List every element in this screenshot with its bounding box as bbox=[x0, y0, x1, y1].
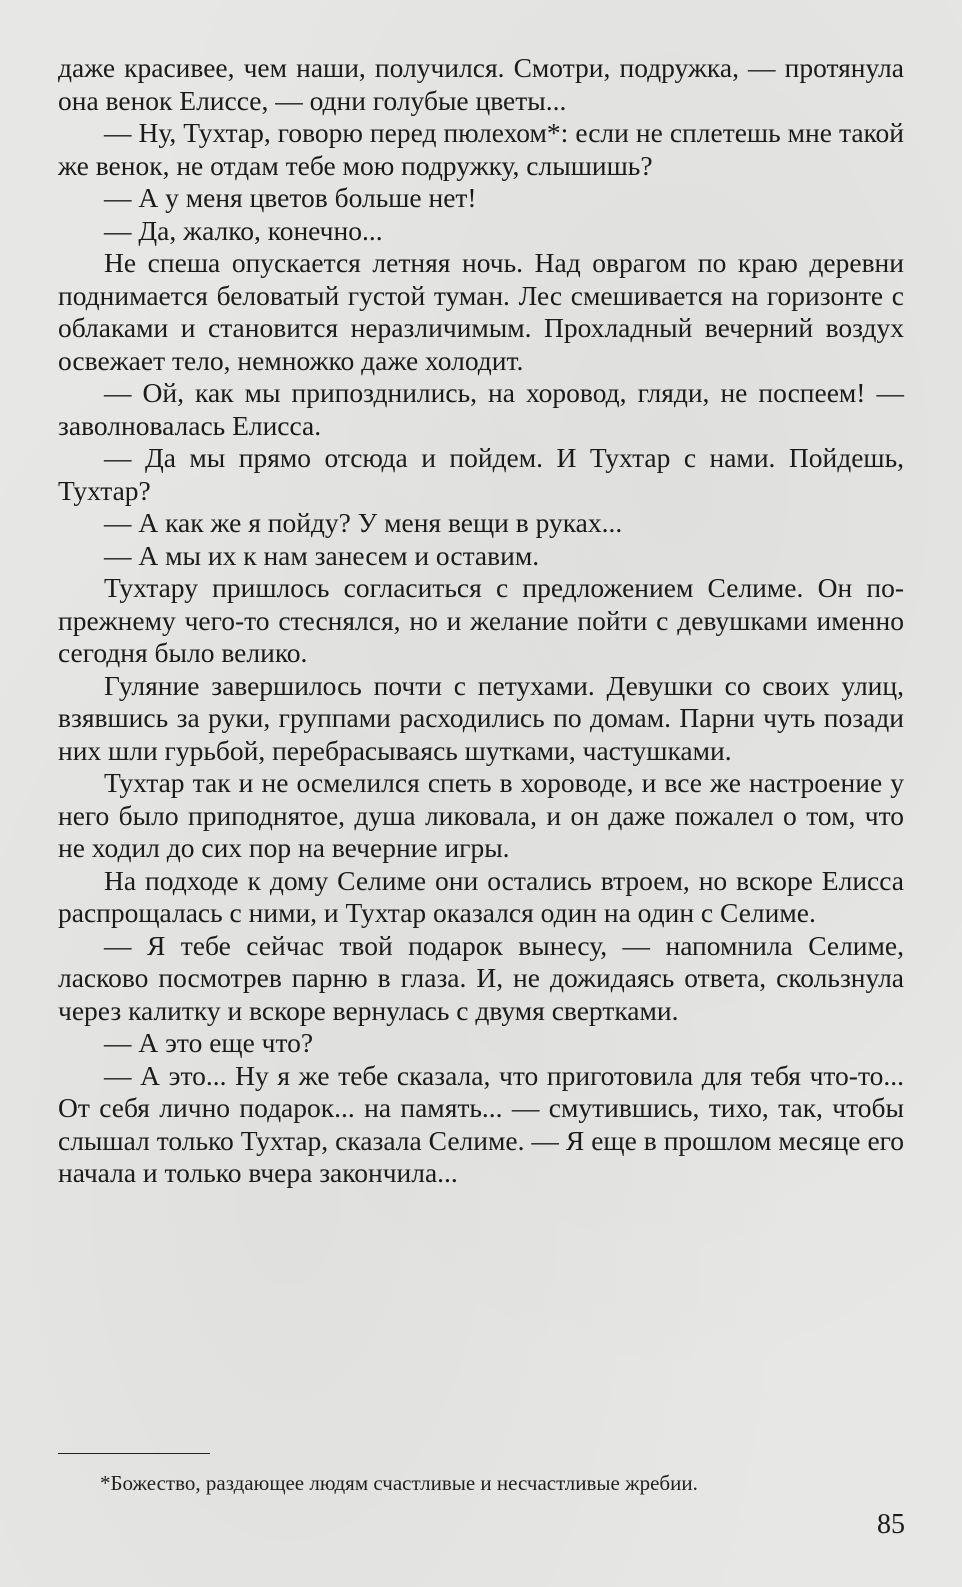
paragraph: Тухтару пришлось согласиться с предложением Селиме. Он по-прежнему чего-то стеснялся, но и желание пойти с девушками именно сегодня было велико. bbox=[58, 572, 904, 668]
paragraph: — А как же я пойду? У меня вещи в руках... bbox=[104, 507, 623, 538]
paragraph: — А у меня цветов больше нет! bbox=[104, 182, 477, 213]
paragraph: Не спеша опускается летняя ночь. Над оврагом по краю деревни поднимается беловатый густой туман. Лес смешивается на горизонте с облаками и становится неразличимым. Прохладный вечерний воздух освежает тело, немножко даже холодит. bbox=[58, 247, 904, 376]
paragraph: — А это... Ну я же тебе сказала, что приготовила для тебя что-то... От себя лично подарок... на память... — смутившись, тихо, так, чтобы слышал только Тухтар, сказала Селиме. — Я еще в прошлом месяце его начала и только вчера закончила... bbox=[58, 1059, 904, 1188]
paragraph: — Ой, как мы припозднились, на хоровод, гляди, не поспеем! — заволновалась Елисса. bbox=[58, 377, 904, 441]
paragraph: даже красивее, чем наши, получился. Смотри, подружка, — протянула она венок Елиссе, — одни голубые цветы... bbox=[58, 52, 904, 116]
footnote: *Божество, раздающее людям счастливые и несчастливые жребии. bbox=[100, 1471, 698, 1495]
paragraph: Тухтар так и не осмелился спеть в хороводе, и все же настроение у него было приподнятое, душа ликовала, и он даже пожалел о том, что не ходил до сих пор на вечерние игры. bbox=[58, 767, 904, 863]
paragraph: — Да мы прямо отсюда и пойдем. И Тухтар с нами. Пойдешь, Тухтар? bbox=[58, 442, 904, 506]
paragraph: — Я тебе сейчас твой подарок вынесу, — напомнила Селиме, ласково посмотрев парню в глаза. И, не дожидаясь ответа, скользнула через калитку и вскоре вернулась с двумя свертками. bbox=[58, 929, 904, 1026]
footnote-divider bbox=[58, 1453, 210, 1454]
paragraph: — А это еще что? bbox=[104, 1027, 314, 1058]
page-number: 85 bbox=[877, 1509, 905, 1540]
body-text bbox=[58, 52, 904, 1190]
paragraph: — Да, жалко, конечно... bbox=[104, 214, 383, 246]
paragraph: Гуляние завершилось почти с петухами. Девушки со своих улиц, взявшись за руки, группами расходились по домам. Парни чуть позади них шли гурьбой, перебрасываясь шутками, частушками. bbox=[58, 669, 904, 766]
paragraph: На подходе к дому Селиме они остались втроем, но вскоре Елисса распрощалась с ними, и Тухтар оказался один на один с Селиме. bbox=[58, 864, 904, 928]
paragraph: — Ну, Тухтар, говорю перед пюлехом*: если не сплетешь мне такой же венок, не отдам тебе мою подружку, слышишь? bbox=[58, 117, 904, 181]
paragraph: — А мы их к нам занесем и оставим. bbox=[104, 539, 540, 571]
